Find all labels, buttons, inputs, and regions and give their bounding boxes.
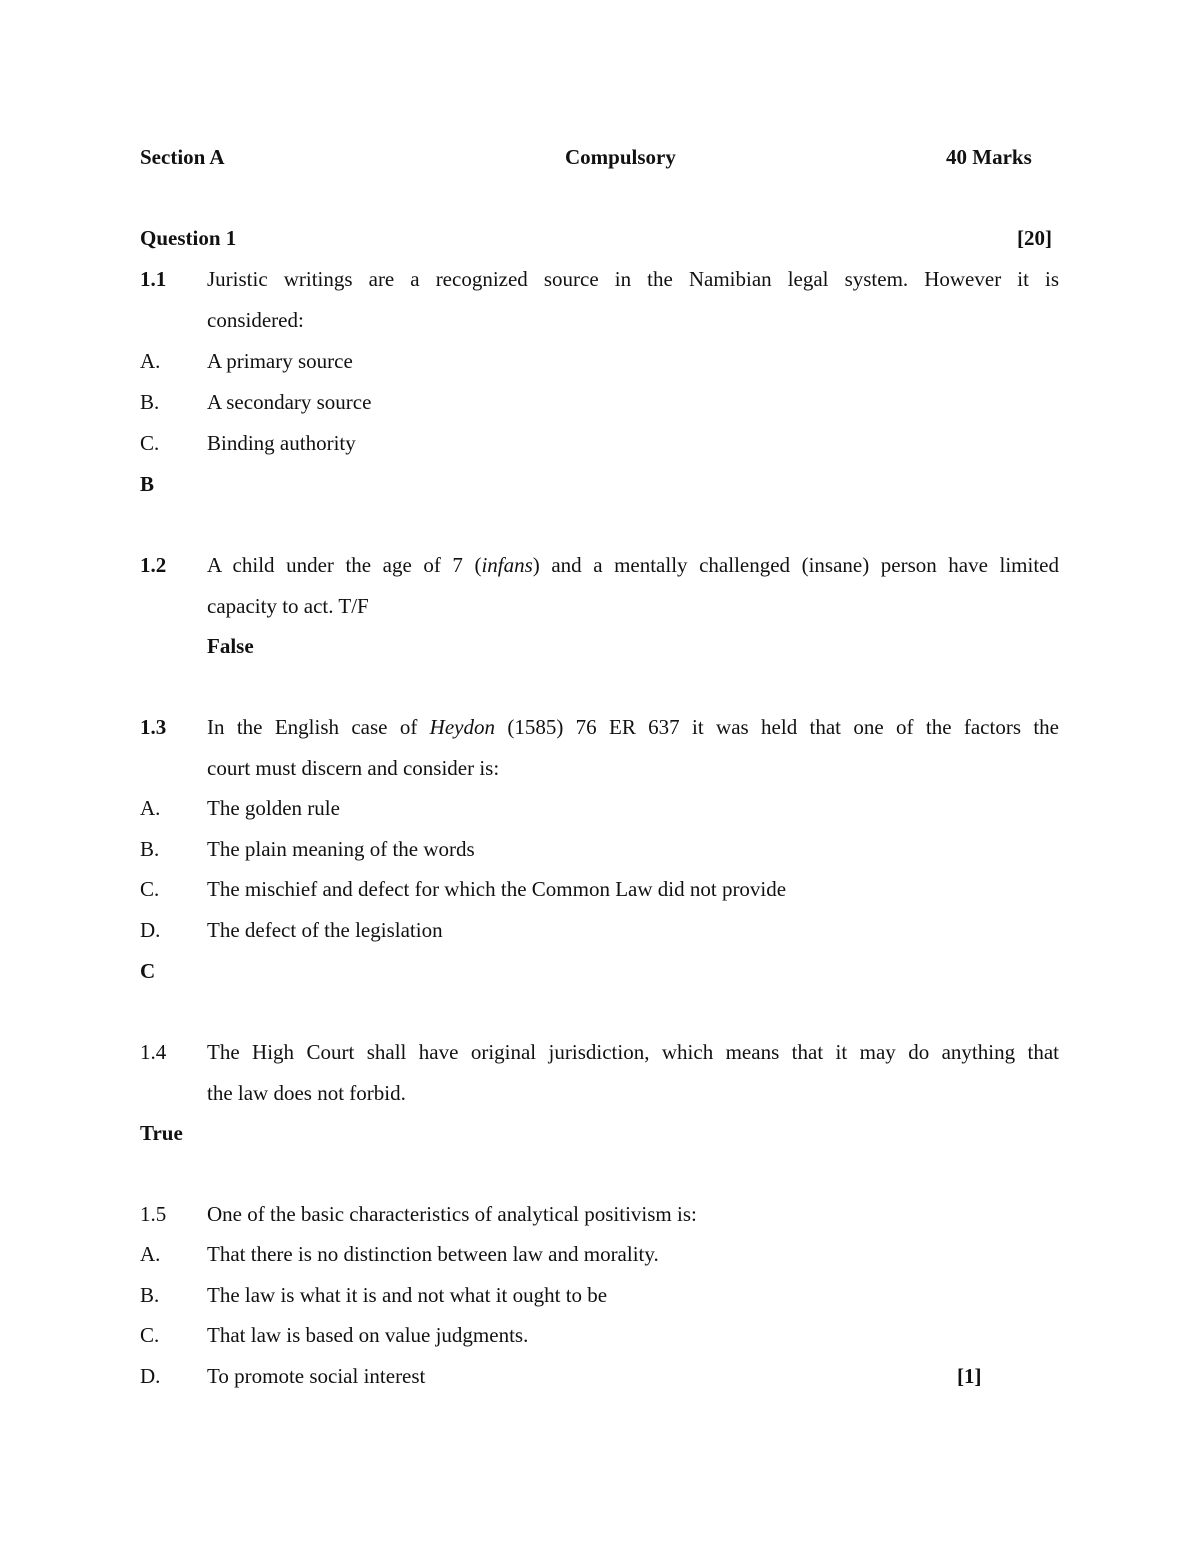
question-total-marks: [20]	[1017, 226, 1052, 250]
q1-5-option-a-text: That there is no distinction between law and morality.	[207, 1242, 659, 1266]
q1-5-marks: [1]	[957, 1364, 982, 1388]
q1-3-option-d-text: The defect of the legislation	[207, 918, 443, 942]
q1-5-number: 1.5	[140, 1202, 167, 1226]
q1-1-number: 1.1	[140, 267, 167, 291]
q1-5-option-d-text: To promote social interest	[207, 1364, 426, 1388]
q1-3-line1: In the English case of Heydon (1585) 76 ER 637 it was held that one of the factors the	[207, 715, 1059, 739]
q1-3-number: 1.3	[140, 715, 167, 739]
q1-5-option-d-letter: D.	[140, 1364, 161, 1388]
q1-3-line2: court must discern and consider is:	[207, 756, 500, 780]
q1-3-option-b-text: The plain meaning of the words	[207, 837, 475, 861]
q1-1-option-b-text: A secondary source	[207, 390, 372, 414]
q1-1-line1: Juristic writings are a recognized source in the Namibian legal system. However it is	[207, 267, 1059, 291]
q1-3-option-a-text: The golden rule	[207, 796, 340, 820]
q1-5-line1: One of the basic characteristics of analytical positivism is:	[207, 1202, 697, 1226]
q1-2-line1: A child under the age of 7 (infans) and a mentally challenged (insane) person have limited	[207, 553, 1059, 577]
q1-3-option-d-letter: D.	[140, 918, 161, 942]
q1-3-option-c-text: The mischief and defect for which the Common Law did not provide	[207, 877, 787, 901]
q1-5-option-c-letter: C.	[140, 1323, 160, 1347]
q1-3-option-a-letter: A.	[140, 796, 161, 820]
section-marks: 40 Marks	[946, 145, 1032, 169]
q1-4-line2: the law does not forbid.	[207, 1081, 406, 1105]
q1-1-line2: considered:	[207, 308, 304, 332]
q1-2-answer: False	[207, 634, 254, 658]
q1-1-option-a-text: A primary source	[207, 349, 353, 373]
q1-3-answer: C	[140, 959, 156, 983]
q1-1-option-c-letter: C.	[140, 431, 160, 455]
q1-4-answer: True	[140, 1121, 183, 1145]
q1-3-option-c-letter: C.	[140, 877, 160, 901]
q1-4-line1: The High Court shall have original jurisdiction, which means that it may do anything that	[207, 1040, 1059, 1064]
compulsory-label: Compulsory	[565, 145, 676, 169]
q1-1-option-a-letter: A.	[140, 349, 161, 373]
q1-5-option-c-text: That law is based on value judgments.	[207, 1323, 529, 1347]
q1-1-option-b-letter: B.	[140, 390, 160, 414]
q1-5-option-b-letter: B.	[140, 1283, 160, 1307]
q1-1-option-c-text: Binding authority	[207, 431, 356, 455]
q1-4-number: 1.4	[140, 1040, 167, 1064]
q1-5-option-a-letter: A.	[140, 1242, 161, 1266]
q1-2-line2: capacity to act. T/F	[207, 594, 369, 618]
question-title: Question 1	[140, 226, 237, 250]
q1-3-option-b-letter: B.	[140, 837, 160, 861]
q1-1-answer: B	[140, 472, 155, 496]
q1-5-option-b-text: The law is what it is and not what it ought to be	[207, 1283, 608, 1307]
section-label: Section A	[140, 145, 225, 169]
q1-2-number: 1.2	[140, 553, 167, 577]
